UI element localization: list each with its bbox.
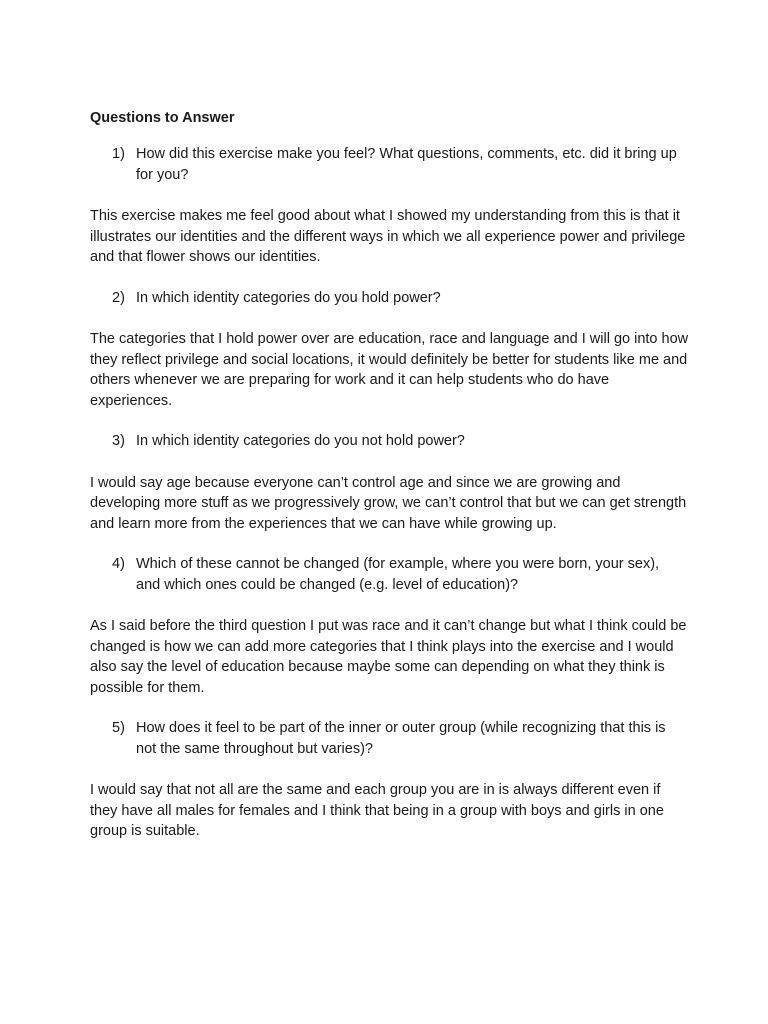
qa-item-3 xyxy=(90,431,690,534)
document-heading: Questions to Answer xyxy=(90,110,235,126)
document-page xyxy=(90,108,690,862)
question-2 xyxy=(90,288,690,309)
answer-3: I would say age because everyone can’t control age and since we are growing and developing more stuff as we progressively grow, we can’t control that but we can get strength and learn more from the experiences that we can have while growing up. xyxy=(90,474,687,532)
qa-item-4 xyxy=(90,554,690,698)
question-4 xyxy=(90,554,690,595)
question-number: 5) xyxy=(112,720,125,736)
answer-4: As I said before the third question I put was race and it can’t change but what I think could be changed is how we can add more categories that I think plays into the exercise and I would also say the level of education because maybe some can depending on what they think is possible for them. xyxy=(90,618,687,696)
answer-2: The categories that I hold power over are education, race and language and I will go into how they reflect privilege and social locations, it would definitely be better for students like me and others whenever we are preparing for work and it can help students who do have experiences. xyxy=(90,331,689,409)
question-text: Which of these cannot be changed (for example, where you were born, your sex), and which ones could be changed (e.g. level of education)? xyxy=(136,556,660,593)
question-number: 3) xyxy=(112,433,125,449)
question-number: 1) xyxy=(112,146,125,162)
question-text: In which identity categories do you hold power? xyxy=(136,289,441,306)
question-number: 4) xyxy=(112,556,125,572)
question-text: How does it feel to be part of the inner or outer group (while recognizing that this is not the same throughout but varies)? xyxy=(136,720,666,757)
qa-item-1 xyxy=(90,144,690,268)
question-1 xyxy=(90,144,690,185)
qa-item-2 xyxy=(90,288,690,412)
answer-1: This exercise makes me feel good about what I showed my understanding from this is that it illustrates our identities and the different ways in which we all experience power and privilege and that flower shows our identities. xyxy=(90,208,686,265)
question-5 xyxy=(90,718,690,759)
qa-item-5 xyxy=(90,718,690,842)
answer-5: I would say that not all are the same and each group you are in is always different even if they have all males for females and I think that being in a group with boys and girls in one group is suitable. xyxy=(90,782,664,839)
question-number: 2) xyxy=(112,289,125,306)
question-text: In which identity categories do you not hold power? xyxy=(136,433,465,449)
question-3 xyxy=(90,431,690,452)
question-text: How did this exercise make you feel? What questions, comments, etc. did it bring up for you? xyxy=(136,146,677,183)
